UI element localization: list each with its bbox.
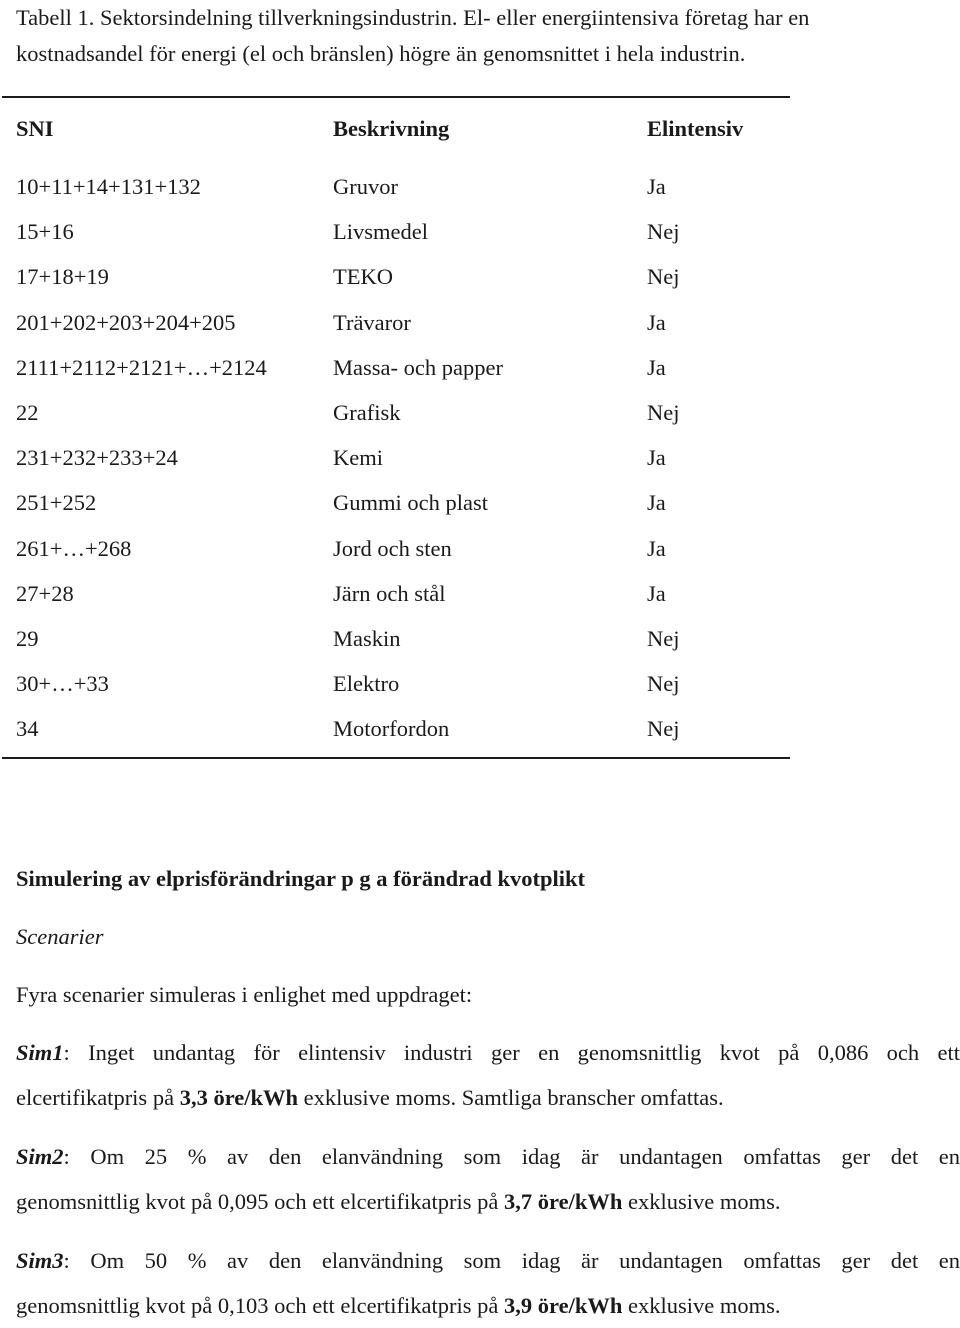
table-row xyxy=(16,661,816,706)
cell-sni: 34 xyxy=(16,716,39,742)
cell-elintensiv: Ja xyxy=(647,354,666,380)
table-row xyxy=(16,254,816,299)
table-row xyxy=(16,435,816,480)
cell-elintensiv: Ja xyxy=(647,490,666,516)
sim1-line-1 xyxy=(16,1030,960,1075)
sim3-text-post: exklusive moms. xyxy=(622,1293,781,1318)
sim3-text: : Om 50 % av den elanvändning som idag är undantagen omfattas ger det en xyxy=(63,1248,960,1273)
sim3-price: 3,9 öre/kWh xyxy=(504,1293,623,1318)
cell-beskrivning: Jord och sten xyxy=(333,535,452,561)
table-row xyxy=(16,526,816,571)
header-sni: SNI xyxy=(16,116,54,141)
cell-beskrivning: Motorfordon xyxy=(333,716,450,742)
sim1-text-pre: elcertifikatpris på xyxy=(16,1085,180,1110)
sim3-line-1 xyxy=(16,1238,960,1283)
section-heading: Simulering av elprisförändringar p g a förändrad kvotplikt xyxy=(16,866,586,891)
sim2-text-pre: genomsnittlig kvot på 0,095 och ett elcertifikatpris på xyxy=(16,1189,505,1214)
header-elintensiv: Elintensiv xyxy=(647,116,744,141)
header-beskrivning: Beskrivning xyxy=(333,116,450,141)
cell-beskrivning: Massa- och papper xyxy=(333,354,503,380)
cell-elintensiv: Nej xyxy=(647,399,680,425)
sim2-text: : Om 25 % av den elanvändning som idag är undantagen omfattas ger det en xyxy=(63,1144,960,1169)
cell-sni: 251+252 xyxy=(16,490,97,516)
cell-sni: 22 xyxy=(16,399,39,425)
sim2-paragraph xyxy=(16,1134,960,1224)
sim1-line-2 xyxy=(16,1075,960,1120)
cell-beskrivning: Kemi xyxy=(333,445,383,471)
cell-sni: 17+18+19 xyxy=(16,264,109,290)
table-row xyxy=(16,300,816,345)
cell-sni: 2111+2112+2121+…+2124 xyxy=(16,354,267,380)
cell-elintensiv: Ja xyxy=(647,309,666,335)
table-row xyxy=(16,390,816,435)
table-bottom-rule xyxy=(2,757,790,759)
caption-line-1: Tabell 1. Sektorsindelning tillverkningsindustrin. El- eller energiintensiva företag har en xyxy=(16,5,810,30)
sim1-price: 3,3 öre/kWh xyxy=(179,1085,299,1110)
cell-elintensiv: Ja xyxy=(647,174,666,199)
cell-sni: 27+28 xyxy=(16,580,74,606)
sim1-text: : Inget undantag för elintensiv industri ger en genomsnittlig kvot på 0,086 och ett xyxy=(63,1040,960,1065)
cell-sni: 201+202+203+204+205 xyxy=(16,309,236,335)
table-row xyxy=(16,209,816,254)
table-row xyxy=(16,164,816,209)
cell-sni: 29 xyxy=(16,625,39,651)
cell-elintensiv: Nej xyxy=(647,625,680,651)
intro-paragraph: Fyra scenarier simuleras i enlighet med uppdraget: xyxy=(16,982,473,1007)
sim2-line-1 xyxy=(16,1134,960,1179)
section-subheading: Scenarier xyxy=(16,924,104,949)
sim3-text-pre: genomsnittlig kvot på 0,103 och ett elcertifikatpris på xyxy=(16,1293,505,1318)
cell-beskrivning: Järn och stål xyxy=(333,580,446,606)
cell-beskrivning: Elektro xyxy=(333,671,400,697)
cell-elintensiv: Nej xyxy=(647,671,680,697)
table-header-row xyxy=(16,106,816,152)
sim3-line-2 xyxy=(16,1283,960,1328)
cell-elintensiv: Nej xyxy=(647,219,680,245)
cell-sni: 261+…+268 xyxy=(16,535,132,561)
sim2-line-2 xyxy=(16,1179,960,1224)
sim3-paragraph xyxy=(16,1238,960,1328)
cell-beskrivning: TEKO xyxy=(333,264,393,290)
cell-elintensiv: Nej xyxy=(647,264,680,290)
sim3-name: Sim3 xyxy=(16,1248,64,1273)
cell-elintensiv: Ja xyxy=(647,535,666,561)
cell-beskrivning: Trävaror xyxy=(333,309,411,335)
cell-elintensiv: Ja xyxy=(647,580,666,606)
cell-beskrivning: Livsmedel xyxy=(333,219,428,245)
sim2-text-post: exklusive moms. xyxy=(622,1189,781,1214)
sector-table xyxy=(16,106,816,751)
cell-sni: 15+16 xyxy=(16,219,74,245)
table-row xyxy=(16,480,816,525)
table-row xyxy=(16,571,816,616)
cell-beskrivning: Maskin xyxy=(333,625,401,651)
sim2-price: 3,7 öre/kWh xyxy=(504,1189,623,1214)
table-row xyxy=(16,706,816,751)
table-row xyxy=(16,345,816,390)
sim2-name: Sim2 xyxy=(16,1144,64,1169)
cell-sni: 30+…+33 xyxy=(16,671,109,697)
cell-beskrivning: Gruvor xyxy=(333,174,398,199)
sim1-text-post: exklusive moms. Samtliga branscher omfattas. xyxy=(298,1085,724,1110)
sim1-name: Sim1 xyxy=(16,1040,64,1065)
cell-beskrivning: Gummi och plast xyxy=(333,490,488,516)
sim1-paragraph xyxy=(16,1030,960,1120)
table-top-rule xyxy=(2,96,790,98)
cell-elintensiv: Ja xyxy=(647,445,666,471)
table-row xyxy=(16,616,816,661)
caption-line-2: kostnadsandel för energi (el och bränslen) högre än genomsnittet i hela industrin. xyxy=(16,41,746,66)
table-caption xyxy=(16,0,960,72)
cell-beskrivning: Grafisk xyxy=(333,399,401,425)
cell-sni: 10+11+14+131+132 xyxy=(16,174,201,199)
cell-sni: 231+232+233+24 xyxy=(16,445,178,471)
cell-elintensiv: Nej xyxy=(647,716,680,742)
